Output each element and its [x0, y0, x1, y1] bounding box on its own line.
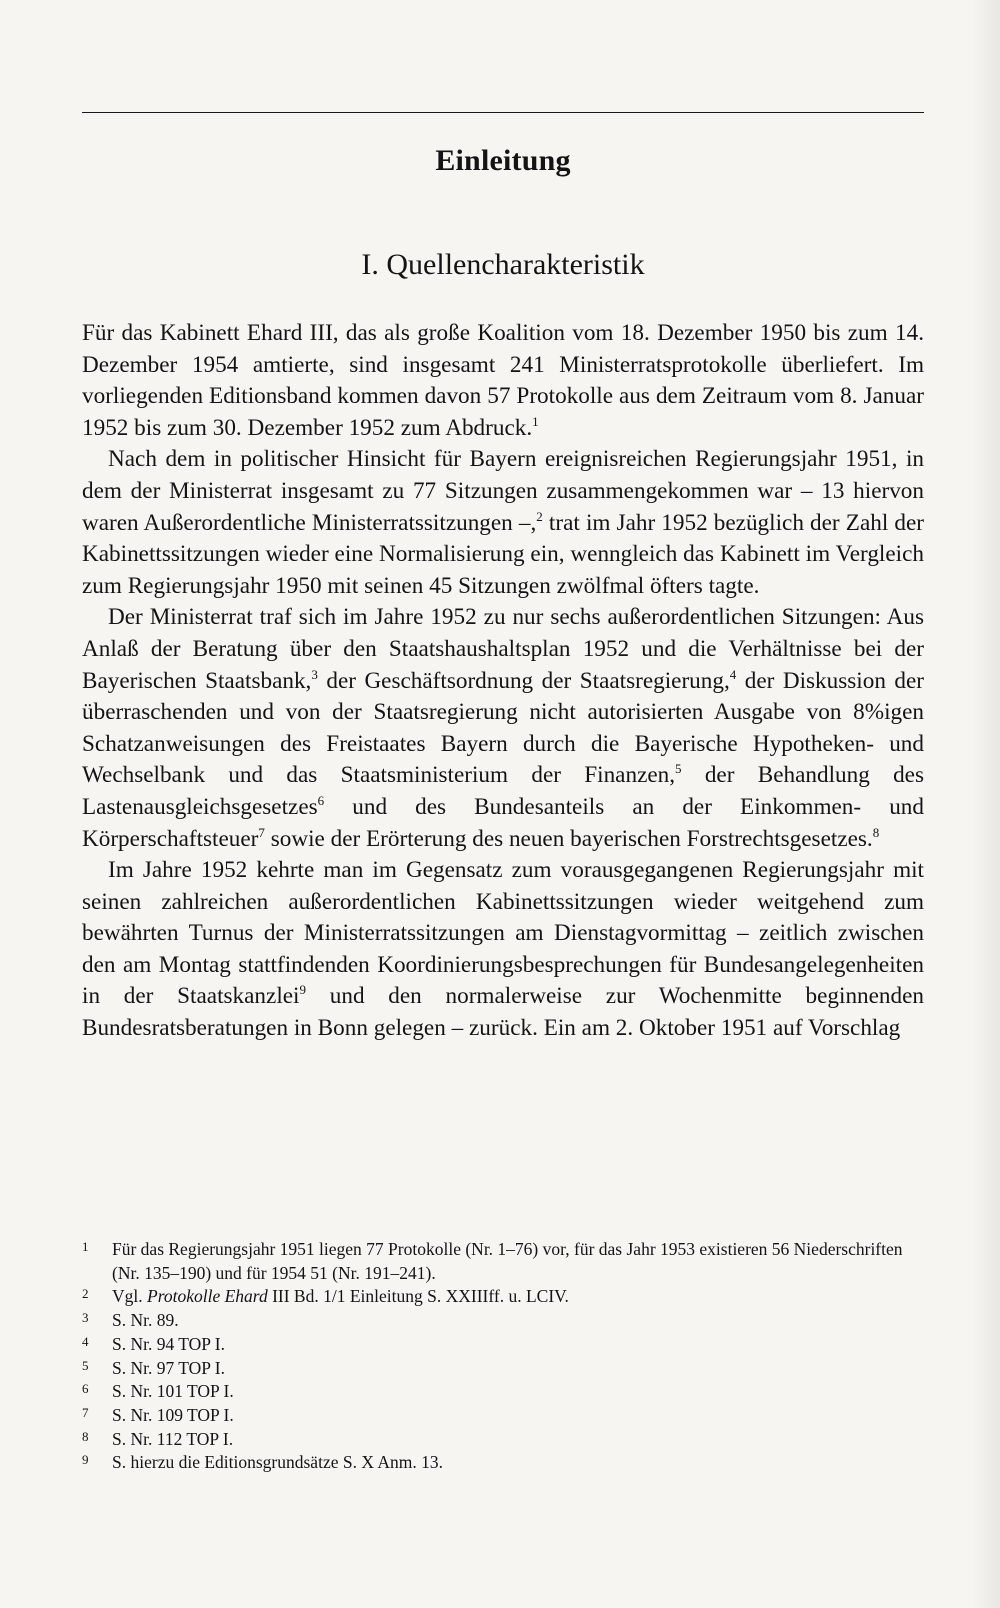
- header-rule: [82, 112, 924, 113]
- paragraph-text: Der Ministerrat traf sich im Jahre 1952 zu nur sechs außerordentlichen Sitzungen: Aus Anlaß der Beratung über den Staatshaushaltsplan 1952 und die Verhältnisse bei der Bayerischen Staatsbank,: [82, 604, 924, 694]
- footnote-reference[interactable]: 9: [299, 982, 306, 998]
- footnote-number: 7: [82, 1404, 89, 1420]
- body-paragraph: [82, 602, 924, 855]
- footnote-number: 8: [82, 1428, 89, 1444]
- footnote-number: 6: [82, 1381, 89, 1397]
- footnote-text: [112, 1404, 924, 1428]
- footnote-text-segment: S. Nr. 89.: [112, 1310, 179, 1331]
- footnote-item: [82, 1380, 924, 1404]
- footnote-item: [82, 1428, 924, 1452]
- footnote-number: 3: [82, 1310, 89, 1326]
- footnote-number: 2: [82, 1286, 89, 1302]
- footnote-item: [82, 1285, 924, 1309]
- footnote-text-segment: S. Nr. 112 TOP I.: [112, 1428, 234, 1449]
- footnote-italic-title: Protokolle Ehard: [147, 1286, 268, 1307]
- footnote-reference[interactable]: 5: [675, 761, 682, 777]
- footnote-number: 1: [82, 1239, 89, 1254]
- footnote-reference[interactable]: 7: [258, 824, 265, 840]
- footnote-item: [82, 1309, 924, 1333]
- footnote-text-segment: S. Nr. 109 TOP I.: [112, 1404, 234, 1425]
- footnote-text: [112, 1380, 924, 1404]
- footnote-text-segment: Vgl.: [112, 1286, 147, 1307]
- footnote-reference[interactable]: 8: [872, 824, 880, 840]
- paragraph-text: und des Bundesanteils an der Einkommen- und Körperschaftsteuer: [82, 793, 924, 852]
- paragraph-text: der Geschäftsordnung der Staatsregierung,: [317, 667, 730, 694]
- footnote-item: [82, 1333, 924, 1357]
- paragraph-text: Im Jahre 1952 kehrte man im Gegensatz zum vorausgegangenen Regierungsjahr mit seinen zahlreichen außerordentlichen Kabinettssitzungen wieder weitgehend zum bewährten Turnus der Ministerratssitzungen am Dienstagvormittag – zeitlich zwischen den am Montag stattfindenden Koordinierungsbesprechungen für Bundesangelegenheiten in der Staatskanzlei: [82, 857, 924, 1010]
- footnote-text-segment: Für das Regierungsjahr 1951 liegen 77 Protokolle (Nr. 1–76) vor, für das Jahr 1953 existieren 56 Niederschriften (Nr. 135–190) und für 1954 51 (Nr. 191–241).: [112, 1239, 903, 1283]
- footnote-item: [82, 1238, 924, 1285]
- footnotes: [82, 1238, 924, 1475]
- paragraph-text: der Diskussion der überraschenden und von der Staatsregierung nicht autorisierten Ausgabe von 8%igen Schatzanweisungen des Freistaates Bayern durch die Bayerische Hypotheken- und Wechselbank und das Staatsministerium der Finanzen,: [82, 667, 925, 789]
- footnote-text-segment: III Bd. 1/1 Einleitung S. XXIIIff. u. LCIV.: [267, 1286, 569, 1307]
- footnote-reference[interactable]: 1: [532, 413, 539, 429]
- footnote-text-segment: S. Nr. 94 TOP I.: [112, 1333, 225, 1354]
- footnote-number: 4: [82, 1333, 89, 1349]
- footnote-text: [112, 1238, 924, 1285]
- footnote-reference[interactable]: 2: [536, 508, 543, 524]
- paragraph-text: trat im Jahr 1952 bezüglich der Zahl der Kabinettssitzungen wieder eine Normalisierung ein, wenngleich das Kabinett im Vergleich zum Regierungsjahr 1950 mit seinen 45 Sitzungen zwölfmal öfters tagte.: [82, 509, 924, 599]
- footnote-item: [82, 1404, 924, 1428]
- footnote-text: [112, 1428, 924, 1452]
- footnote-text: [112, 1333, 924, 1357]
- paragraph-text: Nach dem in politischer Hinsicht für Bayern ereignisreichen Regierungsjahr 1951, in dem der Ministerrat insgesamt zu 77 Sitzungen zusammengekommen war – 13 hiervon waren Außerordentliche Ministerratssitzungen –,: [82, 446, 924, 536]
- footnote-text: [112, 1357, 924, 1381]
- section-heading: I. Quellencharakteristik: [361, 248, 645, 281]
- footnote-reference[interactable]: 3: [311, 666, 318, 682]
- footnote-text-segment: S. Nr. 101 TOP I.: [112, 1381, 234, 1402]
- footnote-text: [112, 1285, 924, 1309]
- paragraph-text: und den normalerweise zur Wochenmitte beginnenden Bundesratsberatungen in Bonn gelegen – zurück. Ein am 2. Oktober 1951 auf Vorschlag: [82, 983, 924, 1042]
- body-paragraph: [82, 855, 924, 1045]
- page-title: Einleitung: [435, 144, 571, 177]
- footnote-item: [82, 1357, 924, 1381]
- body-text: [82, 318, 924, 1045]
- footnote-text-segment: S. Nr. 97 TOP I.: [112, 1357, 225, 1378]
- footnote-reference[interactable]: 6: [317, 792, 325, 808]
- footnote-number: 9: [82, 1452, 89, 1468]
- body-paragraph: [82, 444, 924, 602]
- paragraph-text: der Behandlung des Lastenausgleichsgesetzes: [82, 762, 924, 820]
- paragraph-text: Für das Kabinett Ehard III, das als große Koalition vom 18. Dezember 1950 bis zum 14. Dezember 1954 amtierte, sind insgesamt 241 Ministerratsprotokolle überliefert. Im vorliegenden Editionsband kommen davon 57 Protokolle aus dem Zeitraum vom 8. Januar 1952 bis zum 30. Dezember 1952 zum Abdruck.: [82, 320, 924, 441]
- footnote-text: [112, 1309, 924, 1333]
- body-paragraph: [82, 318, 924, 444]
- paragraph-text: sowie der Erörterung des neuen bayerischen Forstrechtsgesetzes.: [264, 825, 873, 852]
- footnote-text-segment: S. hierzu die Editionsgrundsätze S. X Anm. 13.: [112, 1452, 444, 1473]
- footnote-reference[interactable]: 4: [729, 666, 737, 682]
- footnote-text: [112, 1451, 924, 1475]
- footnote-item: [82, 1451, 924, 1475]
- footnote-number: 5: [82, 1357, 89, 1373]
- page-edge-shadow: [972, 0, 1000, 1608]
